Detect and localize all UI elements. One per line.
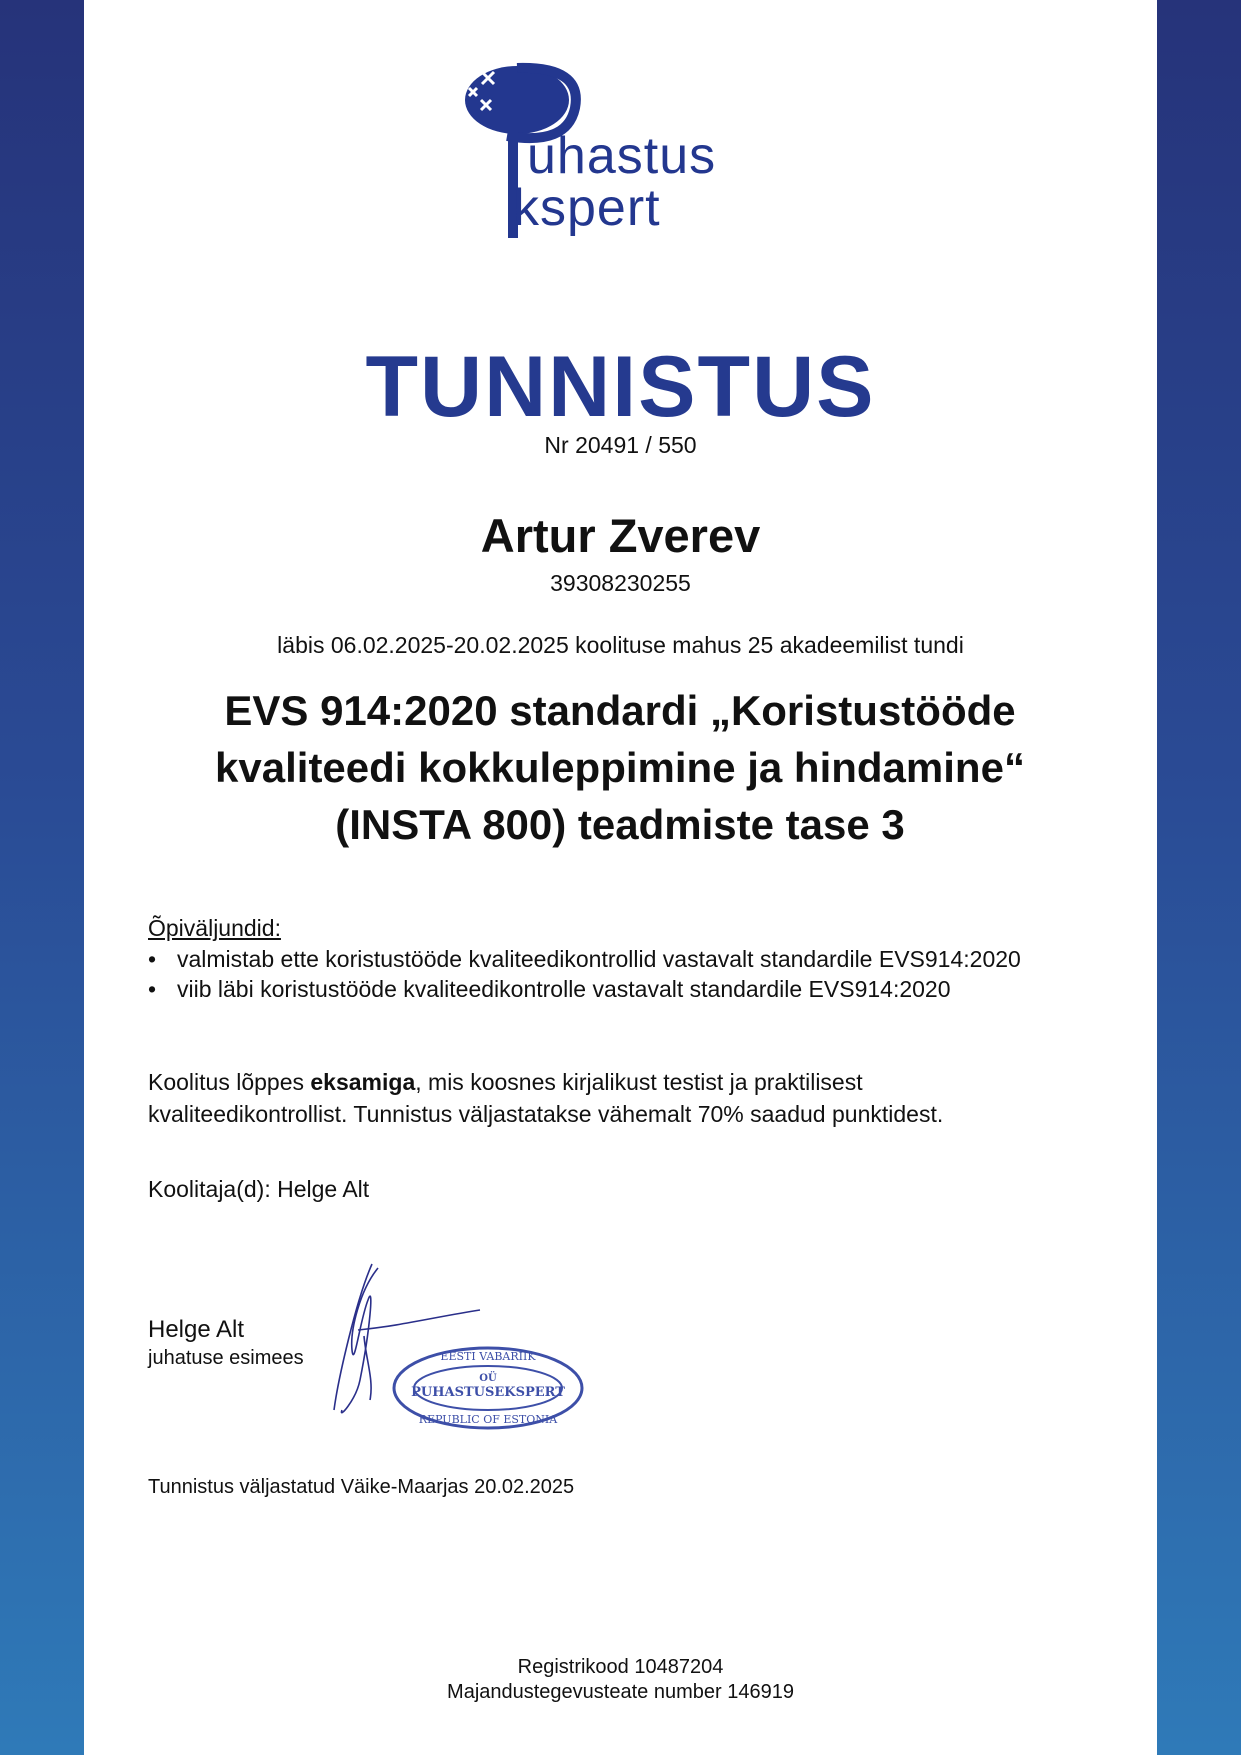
stamp-small-text: OÜ — [479, 1373, 497, 1384]
issue-place-date: Tunnistus väljastatud Väike-Maarjas 20.02.2025 — [148, 1476, 575, 1498]
course-title: EVS 914:2020 standardi „Koristustööde kvaliteedi kokkuleppimine ja hindamine“ (INSTA 800) teadmiste tase 3 — [215, 687, 1025, 848]
certificate-number: Nr 20491 / 550 — [544, 432, 697, 458]
outcomes-list — [148, 944, 1048, 1004]
exam-text-pre: Koolitus lõppes — [148, 1069, 311, 1095]
registry-code: Registrikood 10487204 — [517, 1656, 724, 1678]
stamp-center-text: PUHASTUSEKSPERT — [411, 1385, 565, 1400]
exam-description — [148, 1066, 1048, 1130]
company-logo — [455, 60, 755, 245]
signer-role: juhatuse esimees — [148, 1347, 304, 1369]
stamp-top-text: EESTI VABARIIK — [440, 1350, 536, 1363]
logo-word-ekspert: kspert — [513, 179, 661, 237]
signer-name: Helge Alt — [148, 1316, 245, 1343]
stamp-bottom-text: REPUBLIC OF ESTONIA — [418, 1413, 558, 1426]
left-border-band — [0, 0, 84, 1755]
company-stamp — [394, 1348, 582, 1428]
logo-word-puhastus: uhastus — [527, 127, 717, 185]
outcome-item: • viib läbi koristustööde kvaliteedikontrolle vastavalt standardile EVS914:2020 — [148, 974, 1048, 1004]
recipient-name: Artur Zverev — [480, 509, 761, 562]
certificate-title: TUNNISTUS — [365, 339, 876, 435]
exam-text-bold: eksamiga — [310, 1069, 416, 1095]
outcome-item: • valmistab ette koristustööde kvaliteedikontrollid vastavalt standardile EVS914:2020 — [148, 944, 1048, 974]
recipient-id-code: 39308230255 — [550, 570, 691, 596]
business-notice-number: Majandustegevusteate number 146919 — [447, 1681, 794, 1703]
course-dates-line: läbis 06.02.2025-20.02.2025 koolituse mahus 25 akadeemilist tundi — [277, 632, 964, 658]
trainer-line: Koolitaja(d): Helge Alt — [148, 1176, 370, 1202]
signature-and-stamp — [330, 1260, 600, 1440]
outcomes-heading: Õpiväljundid: — [148, 915, 281, 941]
right-border-band — [1157, 0, 1241, 1755]
exam-text-post: , mis koosnes kirjalikust testist ja praktilisest kvaliteedikontrollist. Tunnistus väljastatakse vähemalt 70% saadud punktidest. — [148, 1069, 944, 1127]
